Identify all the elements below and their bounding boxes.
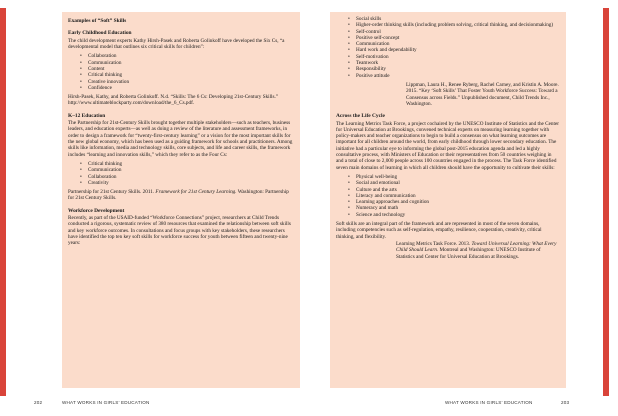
box-title: Examples of “Soft” Skills bbox=[68, 18, 127, 24]
list-item: • Content bbox=[80, 66, 294, 72]
list-item: • Physical well-being bbox=[348, 174, 560, 180]
six-cs-list bbox=[80, 53, 294, 91]
citation-title: Toward Universal Learning: What Every Child Should Learn. bbox=[396, 240, 557, 254]
early-childhood-heading: Early Childhood Education bbox=[68, 30, 132, 37]
k12-heading: K–12 Education bbox=[68, 112, 106, 119]
workforce-body: Recently, as part of the USAID-funded “Workforce Connections” project, researchers at Child Trends conducted a rigorous, systematic review of 380 resources that examined the relationship between soft skills and key workforce outcomes. In consultations and focus groups with key stakeholders, these researchers have identified the top ten key soft skills for workforce success for youth between fifteen and twenty-nine years: bbox=[68, 215, 291, 247]
list-item: • Science and technology bbox=[348, 212, 560, 218]
footer-title-right: WHAT WORKS IN GIRLS’ EDUCATION bbox=[445, 400, 533, 405]
list-item: • Communication bbox=[80, 167, 294, 173]
learning-domains-list bbox=[348, 174, 560, 218]
right-page bbox=[309, 0, 618, 416]
list-item: • Positive attitude bbox=[348, 73, 560, 79]
list-item: • Numeracy and math bbox=[348, 205, 560, 211]
list-item: • Communication bbox=[348, 41, 560, 47]
soft-skills-box-left bbox=[62, 12, 300, 388]
k12-citation bbox=[68, 189, 294, 202]
list-item: • Responsibility bbox=[348, 66, 560, 72]
list-item: • Learning approaches and cognition bbox=[348, 199, 560, 205]
list-item: • Literacy and communication bbox=[348, 193, 560, 199]
k12-body: The Partnership for 21st-Century Skills brought together multiple stakeholders—such as teachers, business leaders, and education experts—as well as doing a review of the literature and assessment frameworks, in order to design a framework for “twenty-first-century learning” or a vision for the most important skills for the new global economy, which has been used as a guiding framework for schools and practitioners. Among skills like information, media and technology skills, core subjects, and life and career skills, the framework includes “learning and innovation skills,” which they refer to as the Four Cs: bbox=[68, 120, 293, 158]
citation-publisher: Washington: Partnership for 21st Century Skills. bbox=[68, 189, 289, 202]
citation-text: Learning Metrics Task Force. 2013. bbox=[396, 240, 472, 247]
list-item: • Critical thinking bbox=[80, 72, 294, 78]
soft-skills-box-right bbox=[330, 12, 566, 388]
footer-page-number-left: 202 bbox=[34, 400, 43, 405]
footer-title-left: WHAT WORKS IN GIRLS’ EDUCATION bbox=[62, 400, 150, 405]
list-item: • Self-motivation bbox=[348, 54, 560, 60]
list-item: • Teamwork bbox=[348, 60, 560, 66]
list-item: • Hard work and dependability bbox=[348, 47, 560, 53]
list-item: • Higher-order thinking skills (including problem solving, critical thinking, and decisionmaking) bbox=[348, 22, 560, 28]
right-accent-bar bbox=[603, 8, 609, 396]
four-cs-list bbox=[80, 161, 294, 186]
list-item: • Collaboration bbox=[80, 53, 294, 59]
list-item: • Confidence bbox=[80, 85, 294, 91]
life-cycle-citation bbox=[396, 241, 560, 260]
list-item: • Creative innovation bbox=[80, 79, 294, 85]
workforce-heading: Workforce Development bbox=[68, 207, 125, 214]
list-item: • Collaboration bbox=[80, 174, 294, 180]
list-item: • Communication bbox=[80, 60, 294, 66]
life-cycle-body: The Learning Metrics Task Force, a project cochaired by the UNESCO Institute of Statistics and the Center for Universal Education at Brookings, convened technical experts on measuring learning together with policy-makers and teacher organizations to begin to build a consensus on what learning outcomes are important for all children around the world, from early childhood through lower secondary education. The initiative had a particular eye to informing the global post-2015 education agenda and led a highly consultative process, with Ministers of Education or their representatives from 50 countries weighing in and a total of close to 2,000 people across 100 countries engaged in the process. The Task Force identified seven main domains of learning in which all children should have the opportunity to cultivate their skills: bbox=[336, 120, 559, 171]
life-cycle-closing: Soft skills are an integral part of the framework and are represented in most of the seven domains, including competencies such as self-regulation, empathy, resilience, cooperation, creativity, critical thinking, and flexibility. bbox=[336, 221, 542, 240]
footer-page-number-right: 203 bbox=[561, 400, 570, 405]
list-item: • Creativity bbox=[80, 180, 294, 186]
citation-title: Framework for 21st Century Learning. bbox=[155, 189, 237, 196]
list-item: • Positive self-concept bbox=[348, 35, 560, 41]
early-childhood-citation: Hirsh-Pasek, Kathy, and Roberta Golinkoff. N.d. “Skills: The 6 Cs: Developing 21st-Century Skills.” http://www.ultimateblockparty.com/download/the_6_Cs.pdf. bbox=[68, 94, 279, 107]
early-childhood-body: The child development experts Kathy Hirsh-Pasek and Roberta Golinkoff have developed the Six Cs, “a developmental model that outlines six critical skills for children”: bbox=[68, 37, 285, 51]
list-item: • Social skills bbox=[348, 16, 560, 22]
citation-publisher: Montreal and Washington: UNESCO Institute of Statistics and Center for Universal Education at Brookings. bbox=[396, 247, 541, 260]
workforce-skills-list bbox=[348, 16, 560, 79]
left-accent-bar bbox=[0, 8, 6, 396]
citation-text: Partnership for 21st Century Skills. 2011. bbox=[68, 189, 156, 196]
list-item: • Critical thinking bbox=[80, 161, 294, 167]
list-item: • Self-control bbox=[348, 29, 560, 35]
workforce-citation: Lippman, Laura H., Renee Ryberg, Rachel Carney, and Kristin A. Moore. 2015. “Key ‘Soft Skills’ That Foster Youth Workforce Success: Toward a Consensus across Fields.” Unpublished document, Child Trends Inc., Washington. bbox=[406, 81, 559, 107]
list-item: • Social and emotional bbox=[348, 180, 560, 186]
list-item: • Culture and the arts bbox=[348, 187, 560, 193]
life-cycle-heading: Across the Life Cycle bbox=[336, 113, 385, 120]
